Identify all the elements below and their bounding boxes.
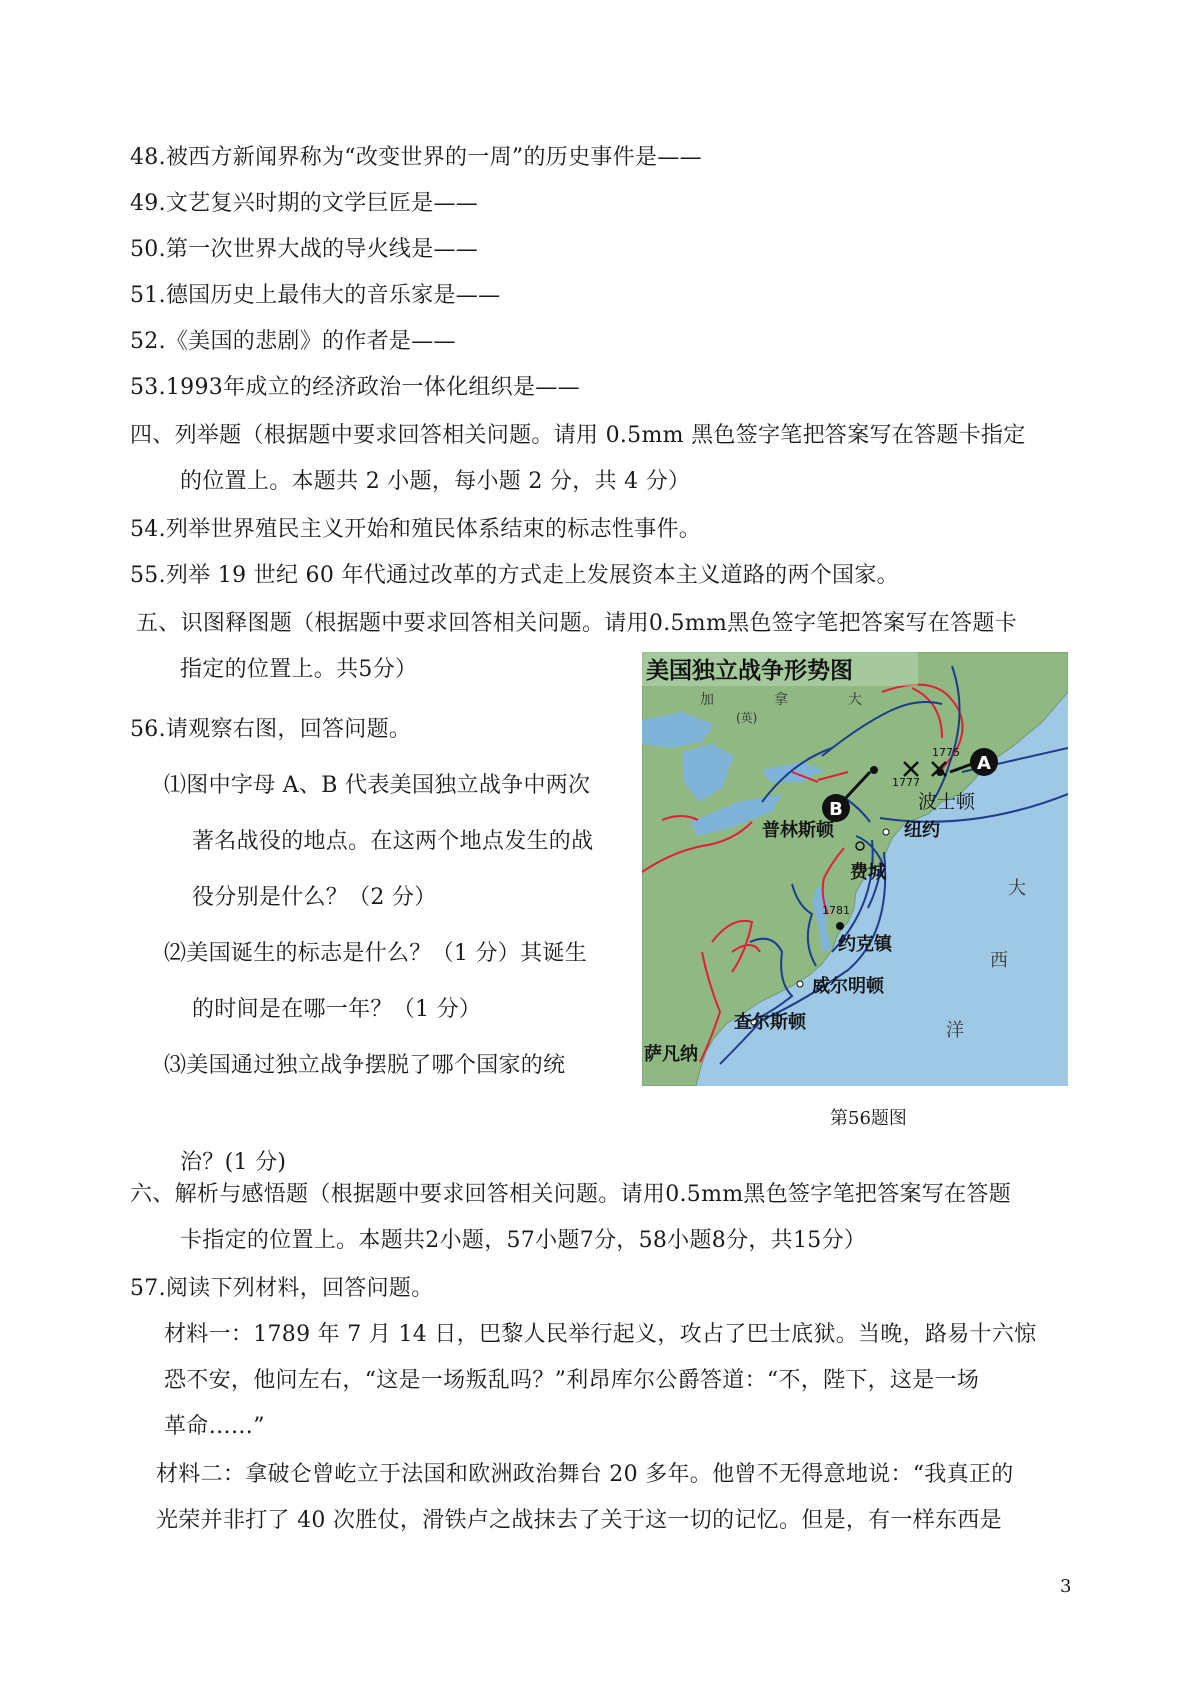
- map-label-atlantic-1: 大: [1008, 878, 1026, 899]
- question-56-part2-cont: 的时间是在哪一年？（1 分）: [192, 997, 482, 1022]
- question-51: 51.德国历史上最伟大的音乐家是——: [130, 283, 501, 308]
- question-55: 55.列举 19 世纪 60 年代通过改革的方式走上发展资本主义道路的两个国家。: [130, 563, 899, 588]
- map-label-charleston: 查尔斯顿: [734, 1012, 806, 1033]
- question-49: 49.文艺复兴时期的文学巨匠是——: [130, 191, 479, 216]
- page-number: 3: [1060, 1576, 1072, 1597]
- question-56-part1-cont: 著名战役的地点。在这两个地点发生的战: [192, 829, 594, 854]
- section-four-heading: 四、列举题（根据题中要求回答相关问题。请用 0.5mm 黑色签字笔把答案写在答题卡指定: [130, 423, 1026, 448]
- material-one-cont: 恐不安，他问左右，“这是一场叛乱吗？”利昂库尔公爵答道：“不，陛下，这是一场: [164, 1368, 980, 1393]
- map-label-princeton: 普林斯顿: [762, 820, 834, 841]
- map-dot-yorktown: [836, 922, 844, 930]
- section-four-heading-cont: 的位置上。本题共 2 小题，每小题 2 分，共 4 分）: [180, 469, 691, 494]
- map-dot-boston: [936, 768, 944, 776]
- map-dot-wilmington: [797, 981, 803, 987]
- map-label-atlantic-2: 西: [990, 950, 1008, 971]
- map-label-canada-1: 加: [700, 692, 714, 708]
- map-year-1781: 1781: [822, 904, 850, 917]
- question-52: 52.《美国的悲剧》的作者是——: [130, 329, 456, 354]
- map-dot-saratoga: [870, 766, 878, 774]
- map-label-yorktown: 约克镇: [838, 934, 892, 955]
- map-label-philadelphia: 费城: [850, 862, 886, 883]
- map-label-canada-3: 大: [848, 692, 862, 708]
- material-one: 材料一：1789 年 7 月 14 日，巴黎人民举行起义，攻占了巴士底狱。当晚，路易十六惊: [164, 1322, 1037, 1347]
- section-six-heading-cont: 卡指定的位置上。本题共2小题，57小题7分，58小题8分，共15分）: [180, 1228, 867, 1253]
- map-label-boston: 波士顿: [918, 791, 976, 813]
- material-two-cont: 光荣并非打了 40 次胜仗，滑铁卢之战抹去了关于这一切的记忆。但是，有一样东西是: [156, 1508, 1002, 1533]
- map-dot-newyork: [883, 829, 889, 835]
- map-marker-b-label: B: [829, 799, 843, 820]
- material-one-cont2: 革命……”: [164, 1414, 265, 1439]
- section-six-heading: 六、解析与感悟题（根据题中要求回答相关问题。请用0.5mm黑色签字笔把答案写在答题: [130, 1182, 1012, 1207]
- question-53: 53.1993年成立的经济政治一体化组织是——: [130, 375, 580, 400]
- question-56-part3-cont: 治？(1 分): [180, 1150, 287, 1175]
- question-54: 54.列举世界殖民主义开始和殖民体系结束的标志性事件。: [130, 517, 702, 542]
- map-year-1775: 1775: [932, 746, 960, 759]
- question-50: 50.第一次世界大战的导火线是——: [130, 237, 479, 262]
- map-label-atlantic-3: 洋: [946, 1020, 964, 1041]
- question-57: 57.阅读下列材料，回答问题。: [130, 1276, 434, 1301]
- map-label-wilmington: 威尔明顿: [812, 976, 884, 997]
- map-label-canada-2: 拿: [774, 692, 788, 708]
- american-revolution-map: [642, 652, 1068, 1086]
- question-56-part1: ⑴图中字母 A、B 代表美国独立战争中两次: [164, 773, 591, 798]
- question-56-part1-cont2: 役分别是什么？（2 分）: [192, 885, 437, 910]
- question-56: 56.请观察右图，回答问题。: [130, 717, 412, 742]
- figure-caption: 第56题图: [830, 1108, 907, 1129]
- map-marker-a-label: A: [977, 753, 991, 774]
- map-label-newyork: 纽约: [904, 820, 940, 841]
- section-five-heading: 五、识图释图题（根据题中要求回答相关问题。请用0.5mm黑色签字笔把答案写在答题卡: [136, 611, 1018, 636]
- map-label-savannah: 萨凡纳: [644, 1044, 698, 1065]
- question-56-part2: ⑵美国诞生的标志是什么？（1 分）其诞生: [164, 941, 587, 966]
- map-year-1777: 1777: [892, 776, 920, 789]
- section-five-heading-cont: 指定的位置上。共5分）: [180, 657, 418, 682]
- question-48: 48.被西方新闻界称为“改变世界的一周”的历史事件是——: [130, 145, 702, 170]
- map-label-canada-note: (英): [736, 711, 758, 725]
- map-title: 美国独立战争形势图: [646, 658, 853, 684]
- question-56-part3: ⑶美国通过独立战争摆脱了哪个国家的统: [164, 1053, 566, 1078]
- material-two: 材料二：拿破仑曾屹立于法国和欧洲政治舞台 20 多年。他曾不无得意地说：“我真正的: [156, 1462, 1014, 1487]
